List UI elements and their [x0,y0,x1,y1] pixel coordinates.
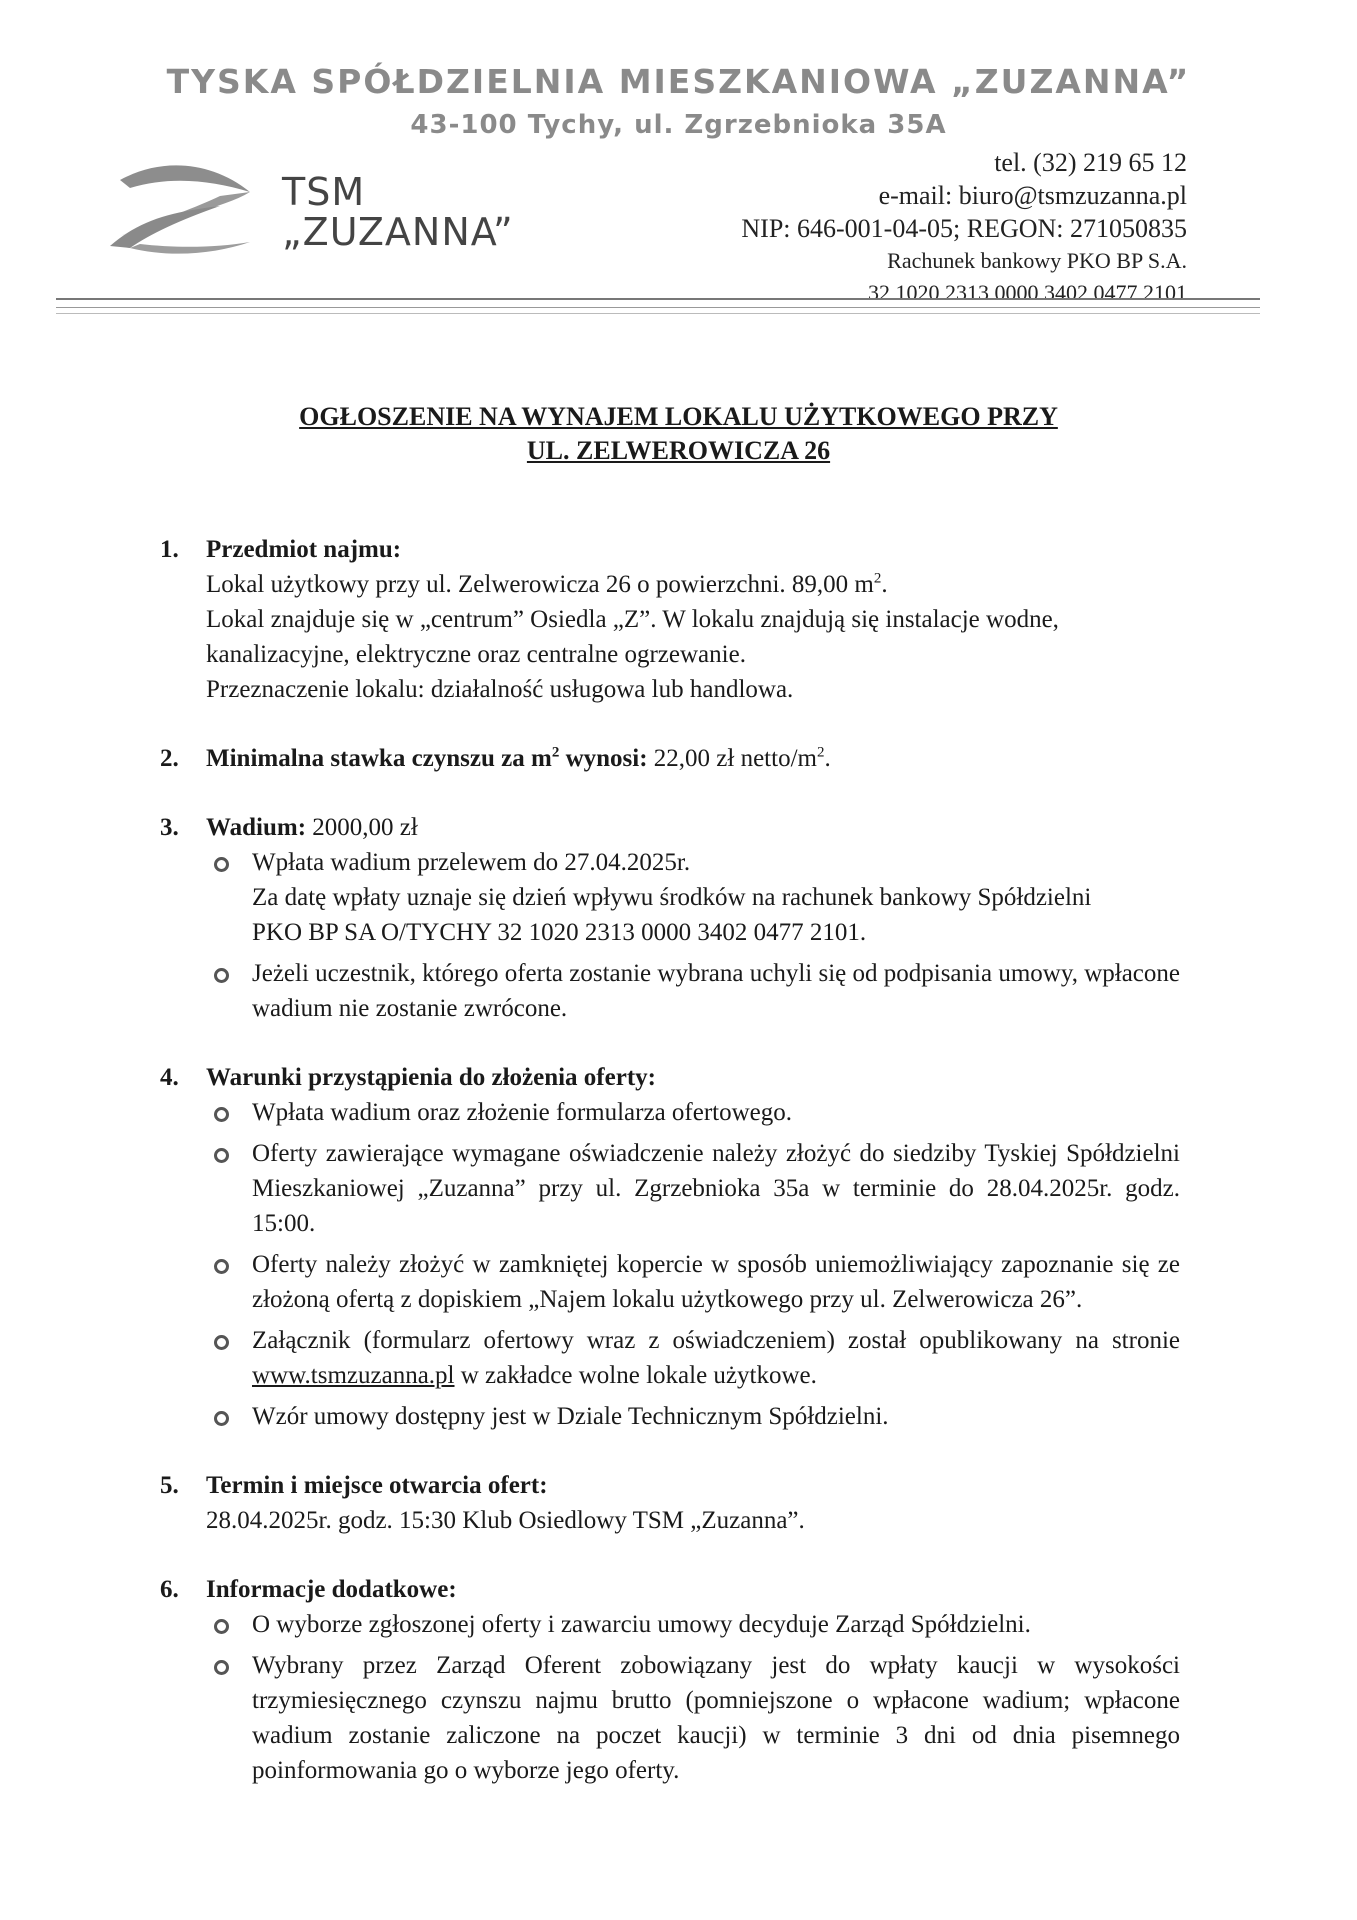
paragraph: Przeznaczenie lokalu: działalność usługowa lub handlowa. [206,676,794,703]
section-conditions [160,1060,1180,1434]
list-item: Wpłata wadium przelewem do 27.04.2025r. Za datę wpłaty uznaje się dzień wpływu środków na rachunek bankowy Spółdzielni PKO BP SA O/TYCHY 32 1020 2313 0000 3402 0477 2101. [206,845,1180,950]
header-divider [56,313,1260,314]
section-heading: Warunki przystąpienia do złożenia oferty: [206,1064,656,1091]
bank-name: Rachunek bankowy PKO BP S.A. [887,248,1187,273]
nip-regon: NIP: 646-001-04-05; REGON: 271050835 [741,214,1187,243]
bullet-icon [214,1619,229,1634]
bullet-icon [214,1411,229,1426]
bullet-icon [214,1259,229,1274]
section-deposit [160,810,1180,1026]
org-name: TYSKA SPÓŁDZIELNIA MIESZKANIOWA „ZUZANNA” [166,62,1191,101]
contact-block [741,146,1187,309]
paragraph: Lokal użytkowy przy ul. Zelwerowicza 26 o powierzchni. 89,00 $m^2$. [206,570,888,598]
section-number: 4. [160,1064,179,1091]
section-heading: Wadium: 2000,00 zł [206,814,418,841]
header-divider [56,307,1260,308]
bullet-icon [214,1148,229,1163]
paragraph: 28.04.2025r. godz. 15:30 Klub Osiedlowy TSM „Zuzanna”. [206,1507,805,1534]
document-title [0,400,1357,468]
list-item: Załącznik (formularz ofertowy wraz z oświadczeniem) został opublikowany na stronie www.tsmzuzanna.pl w zakładce wolne lokale użytkowe. [206,1323,1180,1393]
logo-text-zuzanna: „ZUZANNA” [282,210,514,254]
list-item: Oferty należy złożyć w zamkniętej kopercie w sposób uniemożliwiający zapoznanie się ze złożoną ofertą z dopiskiem „Najem lokalu użytkowego przy ul. Zelwerowicza 26”. [206,1247,1180,1317]
header-divider [56,298,1260,300]
list-item: Oferty zawierające wymagane oświadczenie należy złożyć do siedziby Tyskiej Spółdzielni Mieszkaniowej „Zuzanna” przy ul. Zgrzebnioka 35a w terminie do 28.04.2025r. godz. 15:00. [206,1136,1180,1241]
paragraph: Lokal znajduje się w „centrum” Osiedla „Z”. W lokalu znajdują się instalacje wodne, kanalizacyjne, elektryczne oraz centralne ogrzewanie. [206,606,1059,668]
logo-text-tsm: TSM [282,170,366,214]
section-number: 2. [160,745,179,772]
document-body [160,532,1180,1822]
section-heading: Przedmiot najmu: [206,536,402,563]
bullet-icon [214,1335,229,1350]
list-item: O wyborze zgłoszonej oferty i zawarciu umowy decyduje Zarząd Spółdzielni. [206,1607,1180,1642]
title-line: OGŁOSZENIE NA WYNAJEM LOKALU UŻYTKOWEGO PRZY [299,402,1058,431]
phone: tel. (32) 219 65 12 [994,148,1187,177]
list-item: Wpłata wadium oraz złożenie formularza ofertowego. [206,1095,1180,1130]
section-number: 5. [160,1472,179,1499]
list-item: Wybrany przez Zarząd Oferent zobowiązany jest do wpłaty kaucji w wysokości trzymiesięcznego czynszu najmu brutto (pomniejszone o wpłacone wadium; wpłacone wadium zostanie zaliczone na poczet kaucji) w terminie 3 dni od dnia pisemnego poinformowania go o wyborze jego oferty. [206,1648,1180,1788]
section-additional [160,1572,1180,1788]
bullet-icon [214,1107,229,1122]
list-item: Wzór umowy dostępny jest w Dziale Technicznym Spółdzielni. [206,1399,1180,1434]
title-line: UL. ZELWEROWICZA 26 [526,436,831,465]
org-address: 43-100 Tychy, ul. Zgrzebnioka 35A [410,110,947,140]
bullet-icon [214,968,229,983]
section-rent [160,741,1180,776]
section-heading: Informacje dodatkowe: [206,1576,457,1603]
website-link[interactable]: www.tsmzuzanna.pl [252,1362,455,1389]
tsm-logo-icon [100,150,260,265]
bullet-icon [214,857,229,872]
bank-account: 32 1020 2313 0000 3402 0477 2101 [868,280,1187,305]
section-number: 1. [160,536,179,563]
bullet-icon [214,1660,229,1675]
section-heading: Minimalna stawka czynszu za $m^2$ wynosi: 22,00 zł netto/$m^2$. [206,744,831,772]
section-subject [160,532,1180,707]
section-number: 6. [160,1576,179,1603]
section-number: 3. [160,814,179,841]
section-heading: Termin i miejsce otwarcia ofert: [206,1472,548,1499]
list-item: Jeżeli uczestnik, którego oferta zostanie wybrana uchyli się od podpisania umowy, wpłacone wadium nie zostanie zwrócone. [206,956,1180,1026]
section-opening [160,1468,1180,1538]
email: e-mail: biuro@tsmzuzanna.pl [878,181,1187,210]
